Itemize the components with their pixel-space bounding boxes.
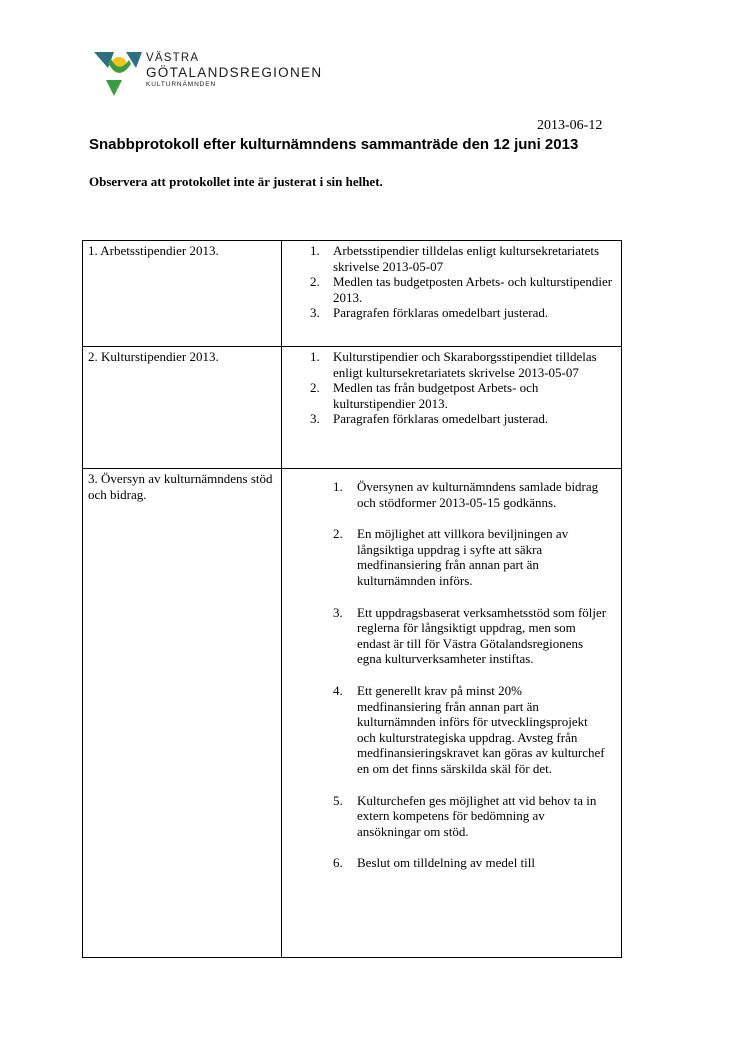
agenda-item-label: 2. Kulturstipendier 2013. xyxy=(83,347,282,469)
decisions-cell xyxy=(282,469,622,958)
notice-text: Observera att protokollet inte är justerat i sin helhet. xyxy=(89,174,383,189)
list-item xyxy=(287,274,617,305)
list-number: 3. xyxy=(310,305,320,321)
list-text: Ett uppdragsbaserat verksamhetsstöd som följer reglerna för långsiktigt uppdrag, men som endast är till för Västra Götalandsregionens egna kulturverksamheter instiftas. xyxy=(357,604,607,667)
page-title: Snabbprotokoll efter kulturnämndens sammanträde den 12 juni 2013 xyxy=(89,136,579,153)
logo-line-vastra: VÄSTRA xyxy=(146,52,200,64)
agenda-item-label: 3. Översyn av kulturnämndens stöd och bidrag. xyxy=(83,469,282,958)
list-item xyxy=(287,243,617,274)
list-number: 1. xyxy=(310,243,320,258)
list-item xyxy=(287,479,617,510)
decisions-cell xyxy=(282,241,622,347)
agenda-item-label: 1. Arbetsstipendier 2013. xyxy=(83,241,282,347)
decision-list xyxy=(287,479,617,871)
list-text: Medlen tas budgetposten Arbets- och kulturstipendier 2013. xyxy=(333,274,613,305)
list-text: Kulturchefen ges möjlighet att vid behov ta in extern kompetens för bedömning av ansökningar om stöd. xyxy=(357,792,597,839)
list-text: Paragrafen förklaras omedelbart justerad. xyxy=(333,305,549,321)
list-text: Arbetsstipendier tilldelas enligt kultursekretariatets skrivelse 2013-05-07 xyxy=(333,243,600,274)
list-text: Kulturstipendier och Skaraborgsstipendiet tilldelas enligt kultursekretariatets skrivelse 2013-05-07 xyxy=(333,349,597,380)
decision-list xyxy=(287,349,617,427)
list-item xyxy=(287,683,617,777)
list-text: En möjlighet att villkora beviljningen av långsiktiga uppdrag i syfte att säkra medfinansiering från annan part än kulturnämnden införs. xyxy=(357,526,569,588)
table-row xyxy=(83,469,622,958)
list-text: Paragrafen förklaras omedelbart justerad. xyxy=(333,411,549,427)
list-number: 3. xyxy=(310,411,320,427)
list-number: 2. xyxy=(310,274,320,290)
list-text: Medlen tas från budgetpost Arbets- och kulturstipendier 2013. xyxy=(333,380,539,411)
list-number: 1. xyxy=(310,349,320,364)
list-number: 1. xyxy=(333,479,343,494)
list-text: Ett generellt krav på minst 20% medfinansiering från annan part än kulturnämnden införs för utvecklingsprojekt och kulturstrategiska uppdrag. Avsteg från medfinansieringskravet kan göras av kulturchef en om det finns särskilda skäl för det. xyxy=(357,682,605,776)
table-row xyxy=(83,347,622,469)
table-row xyxy=(83,241,622,347)
list-item xyxy=(287,855,617,871)
list-text: Översynen av kulturnämndens samlade bidrag och stödformer 2013-05-15 godkänns. xyxy=(357,479,599,510)
list-number: 5. xyxy=(333,792,343,808)
organization-logo xyxy=(92,50,332,98)
list-item xyxy=(287,605,617,667)
protocol-table xyxy=(82,240,622,958)
list-item xyxy=(287,411,617,427)
decision-list xyxy=(287,243,617,321)
list-text: Beslut om tilldelning av medel till xyxy=(357,855,536,871)
list-item xyxy=(287,793,617,840)
list-item xyxy=(287,526,617,588)
logo-line-nämnd: KULTURNÄMNDEN xyxy=(146,81,217,88)
list-number: 6. xyxy=(333,855,343,871)
list-number: 2. xyxy=(333,526,343,542)
list-number: 3. xyxy=(333,604,343,620)
list-number: 2. xyxy=(310,380,320,396)
list-number: 4. xyxy=(333,682,343,698)
logo-text xyxy=(146,52,322,89)
logo-emblem-icon xyxy=(92,50,142,96)
list-item xyxy=(287,380,617,411)
decisions-cell xyxy=(282,347,622,469)
logo-line-region: GÖTALANDSREGIONEN xyxy=(146,65,323,80)
document-date: 2013-06-12 xyxy=(537,118,603,133)
list-item xyxy=(287,305,617,321)
list-item xyxy=(287,349,617,380)
